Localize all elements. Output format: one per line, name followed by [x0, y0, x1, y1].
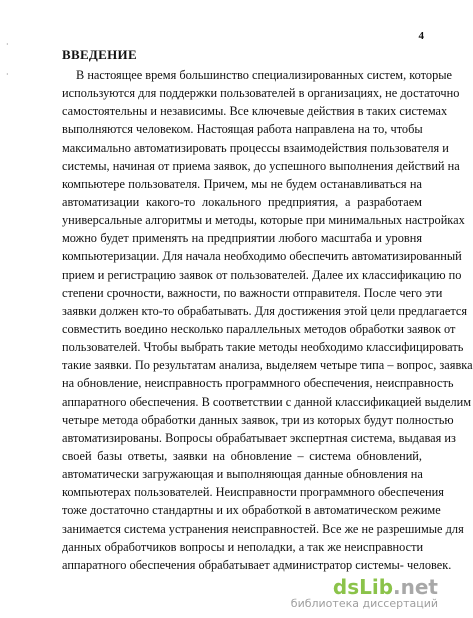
body-text — [62, 66, 473, 574]
text-line: пользователей. Чтобы выбрать такие методы необходимо классифицировать — [62, 340, 464, 355]
margin-mark-middle: · — [6, 70, 9, 79]
text-line: системы, начиная от приема заявок, до успешного выполнения действий на — [62, 158, 460, 173]
text-line: на обновление, неисправность программного обеспечения, неисправность — [62, 376, 454, 391]
watermark — [291, 575, 438, 610]
text-line: аппаратного обеспечения. В соответствии с данной классификацией выделим — [62, 394, 472, 409]
watermark-logo-main: dsLib — [332, 575, 394, 599]
text-line: занимается система устранения неисправностей. Все же не разрешимые для — [62, 521, 464, 536]
text-line: прием и регистрацию заявок от пользователей. Далее их классификацию по — [62, 267, 462, 282]
text-line: компьютеризации. Для начала необходимо обеспечить автоматизированный — [62, 249, 462, 264]
text-line: выполняются человеком. Настоящая работа направлена на то, чтобы — [62, 122, 423, 137]
text-line: компьютере пользователя. Причем, мы не будем останавливаться на — [62, 176, 422, 191]
text-line: степени срочности, важности, по важности отправителя. После чего эти — [62, 285, 443, 300]
text-line: самостоятельны и независимы. Все ключевые действия в таких системах — [62, 104, 448, 119]
text-line: своей базы ответы, заявки на обновление – система обновлений, — [62, 448, 422, 463]
section-heading: ВВЕДЕНИЕ — [62, 47, 137, 62]
text-line: такие заявки. По результатам анализа, выделяем четыре типа – вопрос, заявка — [62, 358, 473, 373]
text-line: можно будет применять на предприятии любого масштаба и уровня — [62, 231, 422, 246]
margin-mark-top: · — [6, 40, 9, 49]
text-line: совместить воедино несколько параллельных методов обработки заявок от — [62, 321, 456, 336]
text-line: четыре метода обработки данных заявок, три из которых будут полностью — [62, 412, 454, 427]
watermark-logo-tld: .net — [393, 575, 438, 599]
page-number: 4 — [418, 30, 424, 42]
text-line: заявки должен кто-то обрабатывать. Для достижения этой цели предлагается — [62, 303, 468, 318]
watermark-subtitle: библиотека диссертаций — [290, 597, 438, 610]
text-line: автоматизации какого-то локального предприятия, а разработаем — [62, 194, 422, 209]
watermark-logo — [291, 575, 438, 599]
text-line: используются для поддержки пользователей в организациях, не достаточно — [62, 86, 460, 101]
text-line: автоматически загружающая и выполняющая данные обновления на — [62, 467, 423, 482]
text-line: тоже достаточно стандартны и их обработкой в автоматическом режиме — [62, 503, 441, 518]
text-line: компьютерах пользователей. Неисправности программного обеспечения — [62, 485, 444, 500]
text-line: автоматизированы. Вопросы обрабатывает экспертная система, выдавая из — [62, 430, 456, 445]
text-line: универсальные алгоритмы и методы, которые при минимальных настройках — [62, 213, 465, 228]
text-line: В настоящее время большинство специализированных систем, которые — [76, 68, 453, 82]
text-line: данных обработчиков вопросы и неполадки, а так же неисправности — [62, 539, 424, 554]
text-line: аппаратного обеспечения обрабатывает администратор системы- человек. — [62, 557, 452, 572]
text-line: максимально автоматизировать процессы взаимодействия пользователя и — [62, 140, 449, 155]
